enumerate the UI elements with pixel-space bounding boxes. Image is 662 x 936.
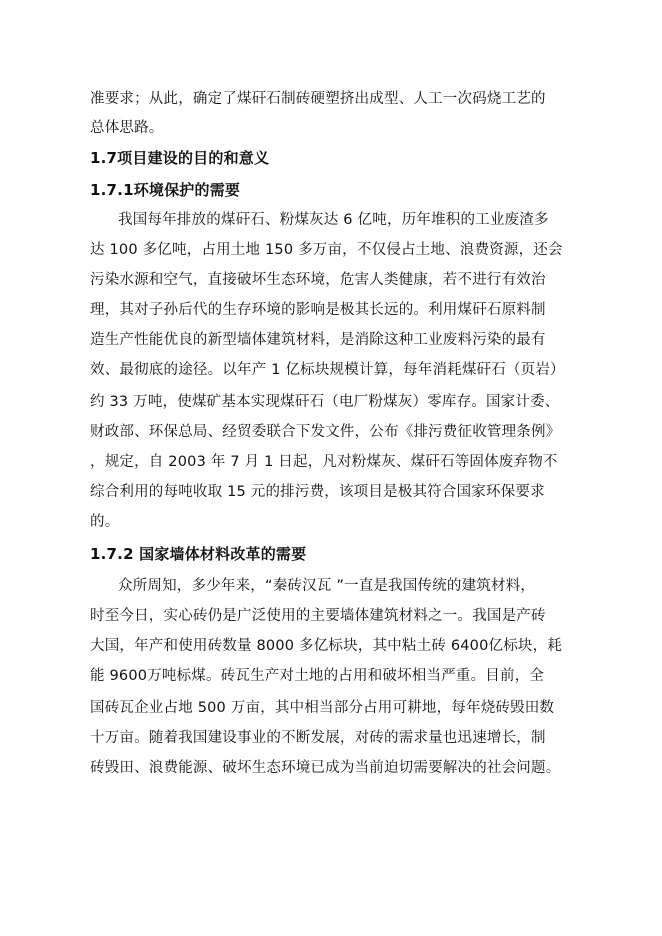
paragraph-line: 造生产性能优良的新型墙体建筑材料，是消除这种工业废料污染的最有 [90, 332, 546, 348]
paragraph-line: 污染水源和空气，直接破坏生态环境，危害人类健康，若不进行有效治 [90, 272, 546, 288]
paragraph-line: 能 9600万吨标煤。砖瓦生产对土地的占用和破坏相当严重。目前，全 [90, 668, 545, 684]
paragraph-line: 众所周知，多少年来，“秦砖汉瓦 ”一直是我国传统的建筑材料， [118, 578, 536, 594]
paragraph-line: 砖毁田、浪费能源、破坏生态环境已成为当前迫切需要解决的社会问题。 [90, 760, 561, 776]
paragraph-line: 我国每年排放的煤矸石、粉煤灰达 6 亿吨，历年堆积的工业废渣多 [118, 212, 549, 228]
paragraph-line: 的。 [90, 514, 120, 530]
paragraph-line: 十万亩。随着我国建设事业的不断发展，对砖的需求量也迅速增长，制 [90, 730, 546, 746]
section-heading-1-7-1: 1.7.1环境保护的需要 [90, 181, 241, 199]
paragraph-line: 效、最彻底的途径。以年产 1 亿标块规模计算，每年消耗煤矸石（页岩） [90, 362, 565, 378]
paragraph-line: 财政部、环保总局、经贸委联合下发文件，公布《排污费征收管理条例》 [90, 424, 561, 440]
paragraph-line: 达 100 多亿吨，占用土地 150 多万亩，不仅侵占土地、浪费资源，还会 [90, 242, 563, 258]
paragraph-line: 约 33 万吨，使煤矿基本实现煤矸石（电厂粉煤灰）零库存。国家计委、 [90, 394, 560, 410]
paragraph-line: 综合利用的每吨收取 15 元的排污费，该项目是极其符合国家环保要求 [90, 484, 545, 500]
paragraph-line: 准要求；从此，确定了煤矸石制砖硬塑挤出成型、人工一次码烧工艺的 [90, 91, 546, 107]
paragraph-line: ，规定，自 2003 年 7 月 1 日起，凡对粉煤灰、煤矸石等固体废弃物不 [90, 454, 558, 470]
paragraph-line: 总体思路。 [90, 120, 164, 136]
section-heading-1-7-2: 1.7.2 国家墙体材料改革的需要 [90, 545, 307, 563]
paragraph-line: 时至今日，实心砖仍是广泛使用的主要墙体建筑材料之一。我国是产砖 [90, 608, 546, 624]
paragraph-line: 国砖瓦企业占地 500 万亩，其中相当部分占用可耕地，每年烧砖毁田数 [90, 700, 555, 716]
paragraph-line: 理，其对子孙后代的生存环境的影响是极其长远的。利用煤矸石原料制 [90, 302, 546, 318]
paragraph-line: 大国，年产和使用砖数量 8000 多亿标块，其中粘土砖 6400亿标块，耗 [90, 638, 563, 654]
section-heading-1-7: 1.7项目建设的目的和意义 [90, 149, 270, 167]
